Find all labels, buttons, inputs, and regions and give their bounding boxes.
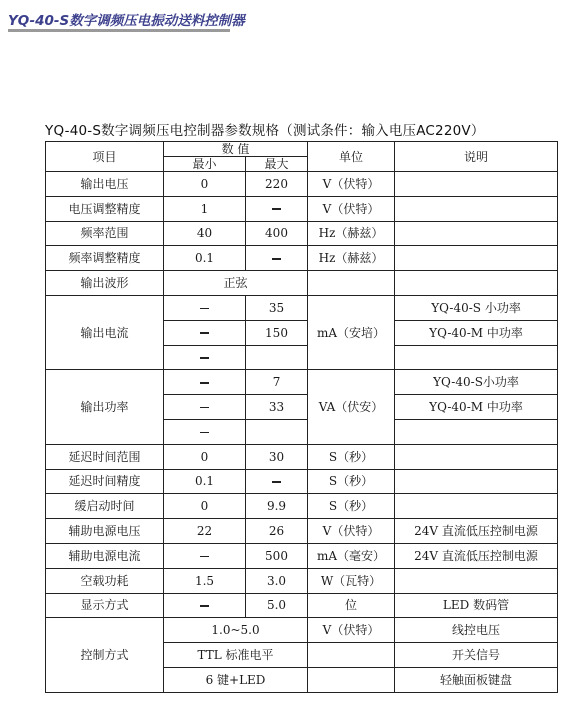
cell-value: 1.0~5.0 — [164, 618, 308, 643]
row-label: 电压调整精度 — [46, 196, 164, 221]
table-row — [46, 593, 558, 618]
cell-note: 24V 直流低压控制电源 — [395, 543, 558, 568]
cell-unit: V（伏特） — [308, 519, 395, 544]
table-row — [46, 370, 558, 395]
cell-value: TTL 标准电平 — [164, 643, 308, 668]
cell-unit — [308, 643, 395, 668]
cell-min: 0 — [164, 444, 246, 469]
cell-min: 1.5 — [164, 568, 246, 593]
cell-note: 24V 直流低压控制电源 — [395, 519, 558, 544]
cell-min: 0 — [164, 172, 246, 197]
cell-unit: mA（毫安） — [308, 543, 395, 568]
cell-min — [164, 295, 246, 320]
row-label: 辅助电源电流 — [46, 543, 164, 568]
cell-unit: W（瓦特） — [308, 568, 395, 593]
dash-mark — [200, 357, 209, 359]
cell-min — [164, 370, 246, 395]
dash-mark — [200, 432, 209, 434]
cell-note — [395, 494, 558, 519]
cell-max: 5.0 — [246, 593, 308, 618]
cell-unit: V（伏特） — [308, 618, 395, 643]
header-rule — [8, 29, 230, 32]
cell-note: YQ-40-M 中功率 — [395, 395, 558, 420]
cell-note — [395, 271, 558, 296]
table-row — [46, 221, 558, 246]
header-value: 数 值 — [164, 142, 308, 157]
cell-max — [246, 419, 308, 444]
cell-unit — [308, 667, 395, 692]
row-label: 显示方式 — [46, 593, 164, 618]
cell-note: 线控电压 — [395, 618, 558, 643]
cell-max: 500 — [246, 543, 308, 568]
dash-mark — [272, 258, 281, 260]
table-row — [46, 295, 558, 320]
cell-min: 22 — [164, 519, 246, 544]
cell-max: 26 — [246, 519, 308, 544]
table-row — [46, 494, 558, 519]
dash-mark — [200, 605, 209, 607]
row-label: 输出电压 — [46, 172, 164, 197]
cell-max — [246, 469, 308, 494]
row-label: 空载功耗 — [46, 568, 164, 593]
cell-min: 0.1 — [164, 246, 246, 271]
table-header-row — [46, 142, 558, 157]
cell-note — [395, 419, 558, 444]
cell-unit: S（秒） — [308, 469, 395, 494]
cell-note — [395, 444, 558, 469]
header-note: 说明 — [395, 142, 558, 172]
cell-min — [164, 593, 246, 618]
row-label: 延迟时间范围 — [46, 444, 164, 469]
table-row — [46, 469, 558, 494]
cell-max: 30 — [246, 444, 308, 469]
cell-unit — [308, 271, 395, 296]
cell-note — [395, 221, 558, 246]
dash-mark — [200, 382, 209, 384]
cell-max: 400 — [246, 221, 308, 246]
cell-note — [395, 469, 558, 494]
spec-table — [45, 141, 558, 693]
cell-note — [395, 246, 558, 271]
dash-mark — [200, 556, 209, 558]
cell-unit: V（伏特） — [308, 196, 395, 221]
cell-min: 0.1 — [164, 469, 246, 494]
cell-max — [246, 246, 308, 271]
dash-mark — [200, 332, 209, 334]
cell-note — [395, 568, 558, 593]
row-label: 输出功率 — [46, 370, 164, 444]
table-row — [46, 196, 558, 221]
cell-min: 0 — [164, 494, 246, 519]
cell-max: 33 — [246, 395, 308, 420]
header-title: YQ-40-S数字调频压电振动送料控制器 — [8, 13, 245, 29]
cell-min: 1 — [164, 196, 246, 221]
cell-min — [164, 345, 246, 370]
cell-unit: Hz（赫兹） — [308, 221, 395, 246]
cell-max: 220 — [246, 172, 308, 197]
cell-min — [164, 320, 246, 345]
row-label: 缓启动时间 — [46, 494, 164, 519]
cell-max: 3.0 — [246, 568, 308, 593]
cell-note: YQ-40-S 小功率 — [395, 295, 558, 320]
table-row — [46, 444, 558, 469]
header-max: 最大 — [246, 157, 308, 172]
table-row — [46, 271, 558, 296]
cell-unit: VA（伏安） — [308, 370, 395, 444]
dash-mark — [272, 481, 281, 483]
table-row — [46, 543, 558, 568]
cell-value: 正弦 — [164, 271, 308, 296]
cell-note: YQ-40-M 中功率 — [395, 320, 558, 345]
cell-unit: S（秒） — [308, 494, 395, 519]
row-label: 辅助电源电压 — [46, 519, 164, 544]
cell-unit: S（秒） — [308, 444, 395, 469]
header-min: 最小 — [164, 157, 246, 172]
header-item: 项目 — [46, 142, 164, 172]
cell-min — [164, 419, 246, 444]
cell-note: LED 数码管 — [395, 593, 558, 618]
cell-value: 6 键+LED — [164, 667, 308, 692]
row-label: 输出电流 — [46, 295, 164, 369]
row-label: 输出波形 — [46, 271, 164, 296]
cell-note — [395, 196, 558, 221]
cell-unit: mA（安培） — [308, 295, 395, 369]
cell-unit: Hz（赫兹） — [308, 246, 395, 271]
cell-note: 开关信号 — [395, 643, 558, 668]
dash-mark — [200, 308, 209, 310]
cell-note: YQ-40-S小功率 — [395, 370, 558, 395]
header-unit: 单位 — [308, 142, 395, 172]
table-row — [46, 568, 558, 593]
cell-note — [395, 172, 558, 197]
cell-max — [246, 196, 308, 221]
table-row — [46, 246, 558, 271]
row-label: 延迟时间精度 — [46, 469, 164, 494]
cell-max: 35 — [246, 295, 308, 320]
cell-max: 7 — [246, 370, 308, 395]
table-row — [46, 618, 558, 643]
row-label: 频率调整精度 — [46, 246, 164, 271]
cell-min — [164, 395, 246, 420]
table-row — [46, 172, 558, 197]
cell-unit: V（伏特） — [308, 172, 395, 197]
cell-unit: 位 — [308, 593, 395, 618]
dash-mark — [200, 407, 209, 409]
cell-note — [395, 345, 558, 370]
row-label: 控制方式 — [46, 618, 164, 692]
cell-max: 150 — [246, 320, 308, 345]
table-caption: YQ-40-S数字调频压电控制器参数规格（测试条件：输入电压AC220V） — [45, 123, 485, 139]
cell-max — [246, 345, 308, 370]
row-label: 频率范围 — [46, 221, 164, 246]
cell-min: 40 — [164, 221, 246, 246]
dash-mark — [272, 208, 281, 210]
cell-note: 轻触面板键盘 — [395, 667, 558, 692]
cell-min — [164, 543, 246, 568]
table-row — [46, 519, 558, 544]
cell-max: 9.9 — [246, 494, 308, 519]
